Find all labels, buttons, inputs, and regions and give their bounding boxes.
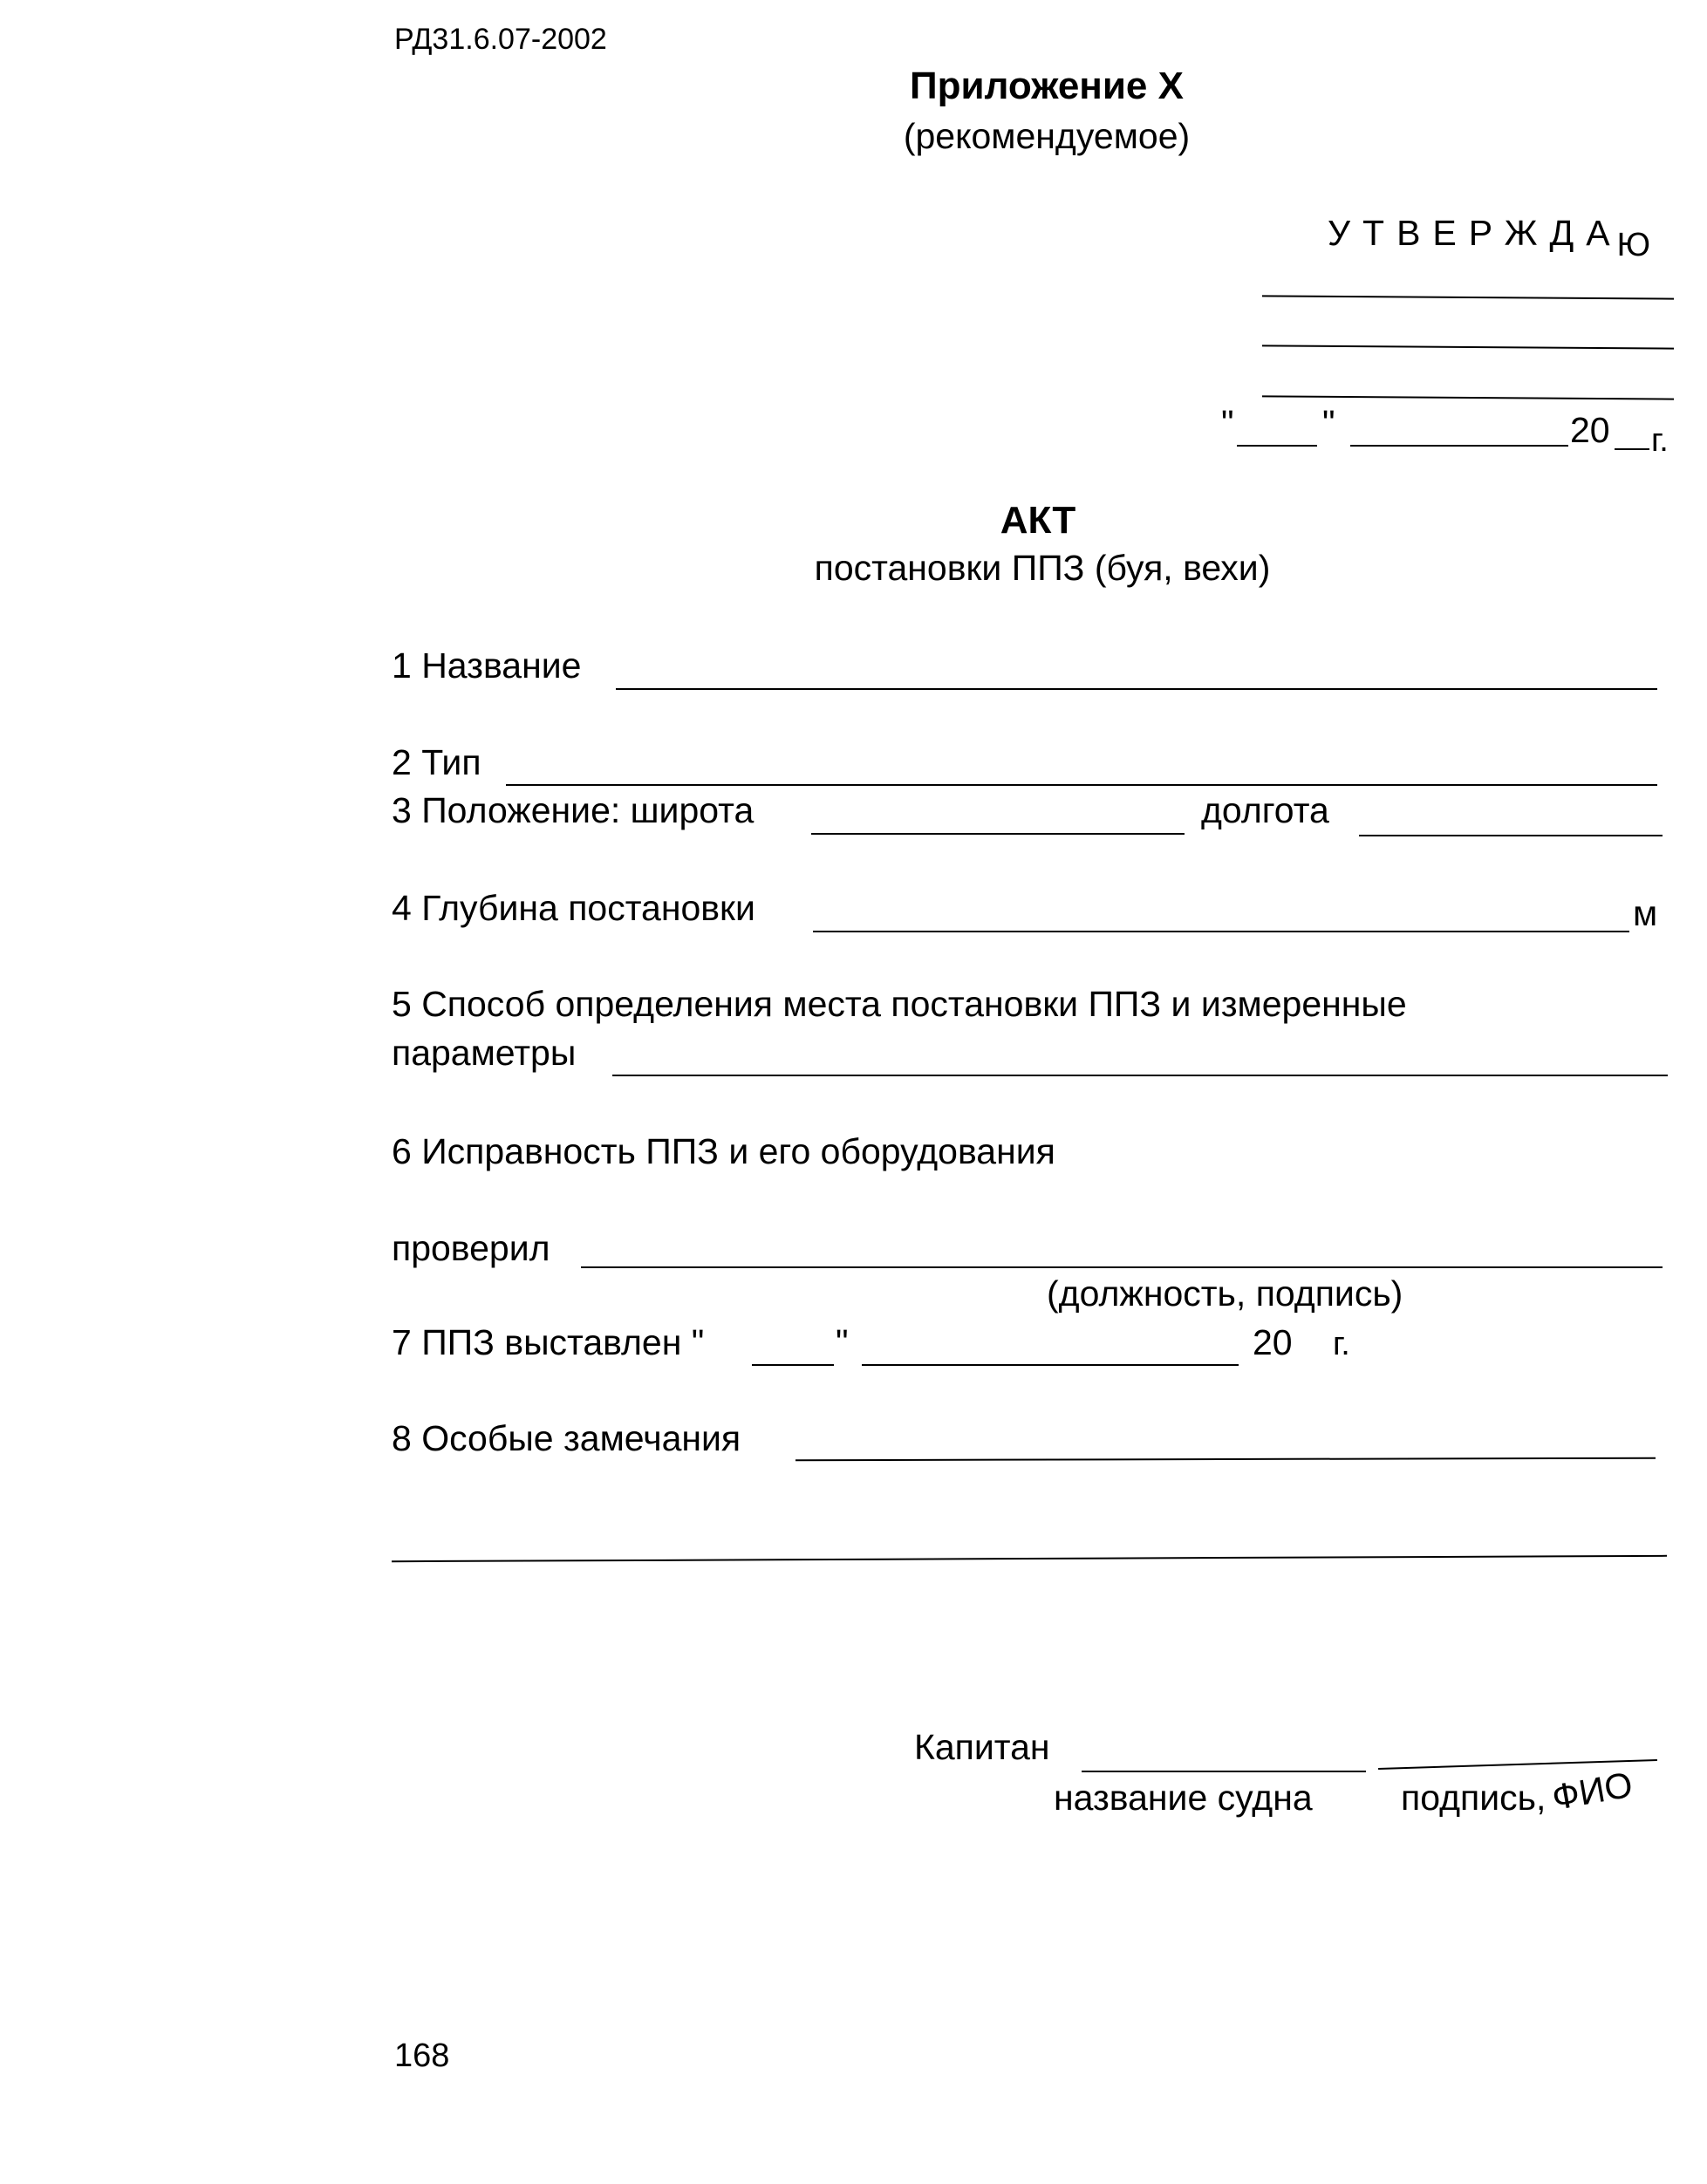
field-type-line[interactable]: [506, 784, 1657, 786]
field-position-label: 3 Положение: широта: [392, 790, 754, 830]
approval-line-3[interactable]: [1262, 395, 1674, 399]
field-longitude-label: долгота: [1201, 790, 1329, 830]
field-deployed-month-line[interactable]: [862, 1364, 1239, 1366]
field-longitude-line[interactable]: [1359, 835, 1663, 836]
field-method-label-line1: 5 Способ определения места постановки ППЗ и измеренные: [392, 984, 1407, 1024]
field-remarks-line-2[interactable]: [392, 1555, 1667, 1562]
field-checked-line[interactable]: [581, 1266, 1663, 1268]
approval-date-close-quote: ": [1322, 403, 1335, 443]
approval-date-year-field[interactable]: [1615, 448, 1649, 450]
approval-date-year-suffix: г.: [1651, 422, 1669, 459]
field-latitude-line[interactable]: [811, 833, 1185, 835]
approval-label: [1328, 213, 1663, 263]
signature-caption: [1401, 1764, 1636, 1819]
field-deployed-day-line[interactable]: [752, 1364, 834, 1366]
approval-label-last: Ю: [1616, 227, 1663, 263]
field-deployed-year-suffix: г.: [1333, 1326, 1350, 1362]
act-subtitle: постановки ППЗ (буя, вехи): [814, 548, 1271, 588]
appendix-title: Приложение Х: [910, 65, 1184, 107]
field-name-label: 1 Название: [392, 645, 582, 686]
field-type-label: 2 Тип: [392, 742, 481, 782]
field-remarks-label: 8 Особые замечания: [392, 1418, 741, 1458]
field-deployed-year: 20: [1253, 1322, 1293, 1362]
approval-date-open-quote: ": [1221, 403, 1234, 443]
field-name-line[interactable]: [616, 688, 1657, 690]
approval-label-main: УТВЕРЖДА: [1328, 213, 1622, 253]
page-number: 168: [394, 2037, 450, 2074]
field-depth-label: 4 Глубина постановки: [392, 888, 755, 928]
sign-caption: подпись,: [1401, 1778, 1547, 1818]
act-title: АКТ: [1000, 499, 1076, 542]
field-deployed-label: 7 ППЗ выставлен ": [392, 1322, 705, 1362]
field-serviceability-label: 6 Исправность ППЗ и его оборудования: [392, 1131, 1055, 1171]
approval-date-day-field[interactable]: [1237, 445, 1317, 447]
field-depth-line[interactable]: [813, 931, 1629, 932]
captain-ship-name-line[interactable]: [1082, 1771, 1366, 1772]
appendix-note: (рекомендуемое): [903, 116, 1191, 156]
ship-name-caption: название судна: [1054, 1778, 1313, 1818]
field-checked-label: проверил: [392, 1228, 550, 1268]
approval-line-1[interactable]: [1262, 295, 1674, 299]
field-method-line[interactable]: [612, 1075, 1668, 1076]
approval-date-month-field[interactable]: [1350, 445, 1568, 447]
field-deployed-close-quote: ": [836, 1322, 849, 1362]
field-remarks-line-1[interactable]: [795, 1457, 1656, 1462]
document-code: РД31.6.07-2002: [394, 23, 607, 56]
field-checked-caption: (должность, подпись): [1047, 1273, 1403, 1314]
fio-caption: ФИО: [1548, 1764, 1635, 1819]
field-depth-unit: м: [1633, 893, 1658, 933]
captain-label: Капитан: [914, 1727, 1050, 1767]
approval-date-year: 20: [1570, 410, 1610, 450]
field-method-label-line2: параметры: [392, 1033, 577, 1073]
approval-line-2[interactable]: [1262, 345, 1674, 349]
